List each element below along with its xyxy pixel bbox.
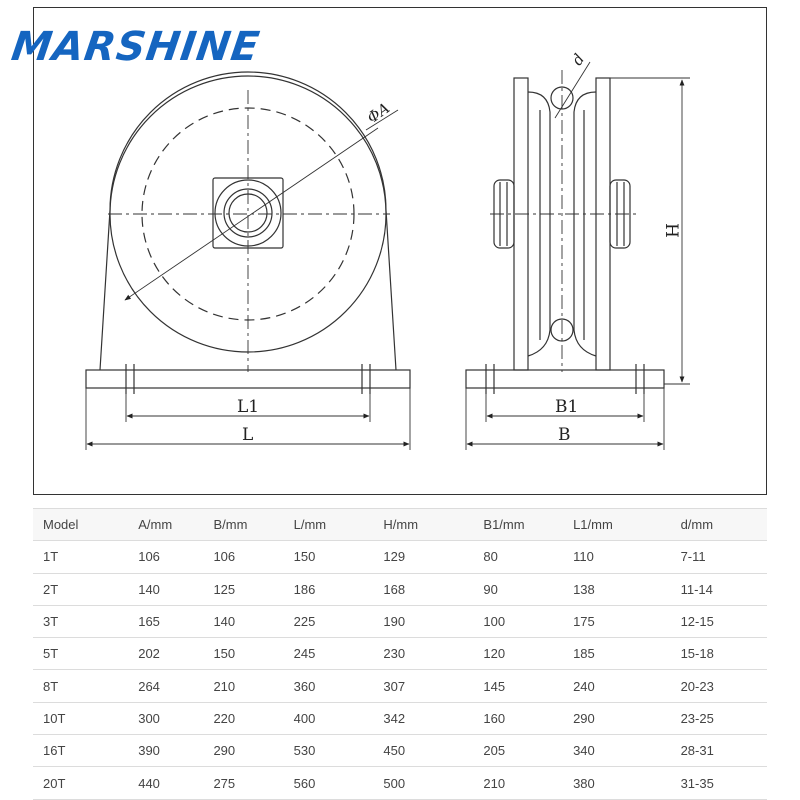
table-cell: 138 [563,573,671,605]
table-cell: 145 [473,670,563,702]
label-l: L [242,425,254,445]
table-cell: 8T [33,670,128,702]
side-base-plate [466,370,664,388]
table-cell: 90 [473,573,563,605]
label-h: H [661,223,681,238]
table-row [33,670,767,702]
table-cell: 80 [473,541,563,573]
table-cell: 5T [33,638,128,670]
side-plate-right [596,78,610,370]
table-cell: 100 [473,605,563,637]
label-d: d [568,50,589,69]
table-cell: 175 [563,605,671,637]
table-cell: 10T [33,702,128,734]
table-cell: 120 [473,638,563,670]
table-cell: 240 [563,670,671,702]
table-cell: 160 [473,702,563,734]
table-cell: 360 [284,670,374,702]
table-cell: 342 [373,702,473,734]
column-header: B/mm [203,509,283,541]
brand-logo: MARSHINE [8,24,263,70]
table-cell: 12-15 [671,605,767,637]
table-cell: 230 [373,638,473,670]
table-header-row [33,509,767,541]
table-cell: 190 [373,605,473,637]
specification-table [33,508,767,800]
table-cell: 210 [473,767,563,799]
table-cell: 15-18 [671,638,767,670]
front-pitch-circle [142,108,354,320]
table-cell: 168 [373,573,473,605]
table-cell: 185 [563,638,671,670]
table-cell: 150 [284,541,374,573]
table-cell: 245 [284,638,374,670]
table-cell: 20-23 [671,670,767,702]
table-cell: 106 [203,541,283,573]
table-cell: 2T [33,573,128,605]
table-cell: 300 [128,702,203,734]
table-row [33,541,767,573]
side-sheave [528,92,550,356]
side-d-leader [555,62,590,118]
table-cell: 264 [128,670,203,702]
table-cell: 220 [203,702,283,734]
table-cell: 1T [33,541,128,573]
table-row [33,638,767,670]
table-cell: 205 [473,735,563,767]
table-cell: 440 [128,767,203,799]
table-cell: 23-25 [671,702,767,734]
table-cell: 380 [563,767,671,799]
table-cell: 450 [373,735,473,767]
table-cell: 125 [203,573,283,605]
table-cell: 129 [373,541,473,573]
table-cell: 11-14 [671,573,767,605]
front-hub-outer [215,180,281,246]
table-cell: 7-11 [671,541,767,573]
table-cell: 530 [284,735,374,767]
table-cell: 31-35 [671,767,767,799]
table-cell: 290 [563,702,671,734]
table-cell: 150 [203,638,283,670]
column-header: H/mm [373,509,473,541]
table-cell: 210 [203,670,283,702]
side-view [466,62,690,450]
table-cell: 390 [128,735,203,767]
table-row [33,702,767,734]
table-cell: 307 [373,670,473,702]
column-header: Model [33,509,128,541]
table-cell: 186 [284,573,374,605]
column-header: A/mm [128,509,203,541]
table-cell: 3T [33,605,128,637]
table-row [33,735,767,767]
column-header: d/mm [671,509,767,541]
table-row [33,605,767,637]
side-plate-left [514,78,528,370]
table-cell: 165 [128,605,203,637]
table-cell: 500 [373,767,473,799]
table-cell: 560 [284,767,374,799]
column-header: L1/mm [563,509,671,541]
table-cell: 106 [128,541,203,573]
label-diameter-a: ΦA [363,98,394,128]
column-header: L/mm [284,509,374,541]
table-cell: 110 [563,541,671,573]
table-cell: 400 [284,702,374,734]
table-cell: 275 [203,767,283,799]
table-row [33,573,767,605]
table-cell: 340 [563,735,671,767]
label-b: B [558,425,571,445]
label-l1: L1 [237,397,260,417]
label-b1: B1 [555,397,579,417]
table-cell: 20T [33,767,128,799]
table-cell: 225 [284,605,374,637]
table-cell: 28-31 [671,735,767,767]
table-row [33,767,767,799]
table-cell: 290 [203,735,283,767]
table-cell: 140 [128,573,203,605]
table-cell: 16T [33,735,128,767]
table-cell: 202 [128,638,203,670]
table-cell: 140 [203,605,283,637]
column-header: B1/mm [473,509,563,541]
front-view [86,72,410,450]
